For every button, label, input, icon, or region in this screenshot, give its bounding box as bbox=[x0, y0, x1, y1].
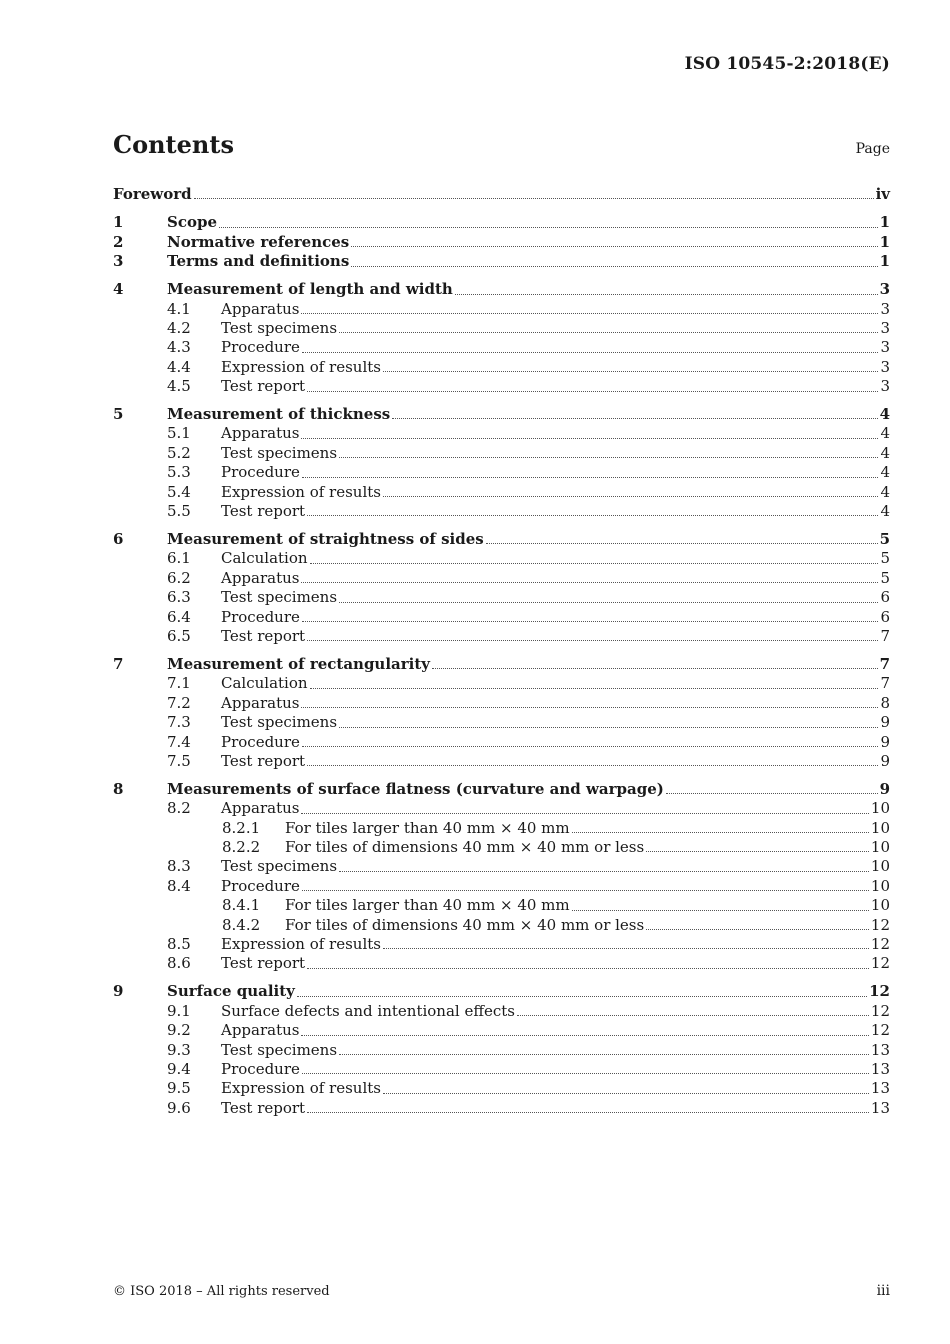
toc-entry-subclause-6-4[interactable] bbox=[113, 608, 890, 627]
toc-entry-number: 8.4 bbox=[167, 876, 191, 895]
dot-leader bbox=[302, 1072, 869, 1074]
toc-entry-title: Scope bbox=[167, 213, 218, 232]
toc-entry-subclause-7-4[interactable] bbox=[113, 733, 890, 752]
dot-leader bbox=[572, 909, 869, 911]
toc-entry-subclause-6-5[interactable] bbox=[113, 627, 890, 646]
toc-entry-number: 6.3 bbox=[167, 588, 191, 607]
toc-entry-page: 12 bbox=[870, 954, 890, 973]
dot-leader bbox=[572, 831, 869, 833]
toc-entry-page: 6 bbox=[880, 607, 890, 626]
toc-entry-clause-7[interactable] bbox=[113, 655, 890, 674]
dot-leader bbox=[339, 456, 878, 458]
toc-entry-number: 8 bbox=[113, 779, 124, 798]
toc-entry-page: 3 bbox=[879, 280, 890, 299]
toc-entry-page: 7 bbox=[880, 674, 890, 693]
toc-entry-page: 3 bbox=[880, 318, 890, 337]
toc-entry-number: 5.3 bbox=[167, 463, 191, 482]
toc-entry-title: Procedure bbox=[221, 463, 300, 482]
toc-entry-title: Test specimens bbox=[221, 443, 338, 462]
toc-entry-subclause-5-3[interactable] bbox=[113, 463, 890, 482]
toc-entry-title: Procedure bbox=[221, 876, 300, 895]
toc-entry-page: 10 bbox=[870, 857, 890, 876]
toc-entry-subclause-6-1[interactable] bbox=[113, 549, 890, 568]
toc-entry-page: 9 bbox=[879, 779, 890, 798]
toc-entry-number: 8.3 bbox=[167, 857, 191, 876]
dot-leader bbox=[307, 514, 878, 516]
toc-entry-page: 10 bbox=[870, 876, 890, 895]
dot-leader bbox=[392, 417, 877, 419]
toc-entry-subclause-5-5[interactable] bbox=[113, 502, 890, 521]
dot-leader bbox=[455, 293, 878, 295]
toc-entry-page: 3 bbox=[880, 299, 890, 318]
dot-leader bbox=[302, 351, 879, 353]
toc-entry-title: Apparatus bbox=[221, 424, 300, 443]
dot-leader bbox=[486, 542, 878, 544]
toc-entry-title: Test report bbox=[221, 502, 306, 521]
dot-leader bbox=[310, 562, 879, 564]
toc-entry-page: 13 bbox=[870, 1059, 890, 1078]
dot-leader bbox=[383, 495, 878, 497]
toc-entry-clause-6[interactable] bbox=[113, 530, 890, 549]
toc-entry-number: 9.3 bbox=[167, 1040, 191, 1059]
document-id: ISO 10545-2:2018(E) bbox=[684, 54, 890, 74]
toc-entry-title: Measurement of thickness bbox=[167, 405, 391, 424]
toc-entry-subclause-4-3[interactable] bbox=[113, 338, 890, 357]
dot-leader bbox=[307, 390, 878, 392]
toc-entry-number: 6 bbox=[113, 530, 124, 549]
toc-entry-clause-9[interactable] bbox=[113, 982, 890, 1001]
toc-entry-number: 8.2.2 bbox=[222, 838, 261, 857]
toc-entry-page: 10 bbox=[870, 799, 890, 818]
dot-leader bbox=[339, 601, 878, 603]
toc-entry-page: 10 bbox=[870, 896, 890, 915]
toc-entry-title: Measurement of rectangularity bbox=[167, 654, 431, 673]
toc-entry-subclause-6-3[interactable] bbox=[113, 588, 890, 607]
toc-entry-title: Test report bbox=[221, 377, 306, 396]
toc-entry-subclause-6-2[interactable] bbox=[113, 569, 890, 588]
toc-entry-title: Test specimens bbox=[221, 588, 338, 607]
footer-copyright: © ISO 2018 – All rights reserved bbox=[113, 1284, 330, 1299]
toc-entry-page: 4 bbox=[880, 443, 890, 462]
toc-entry-number: 9.4 bbox=[167, 1059, 191, 1078]
toc-entry-number: 8.6 bbox=[167, 954, 191, 973]
toc-entry-subclause-9-5[interactable] bbox=[113, 1079, 890, 1098]
dot-leader bbox=[302, 889, 869, 891]
toc-entry-number: 5.2 bbox=[167, 443, 191, 462]
toc-entry-title: Test report bbox=[221, 1098, 306, 1117]
toc-entry-subclause-7-5[interactable] bbox=[113, 752, 890, 771]
toc-entry-subclause-8-2[interactable] bbox=[113, 799, 890, 818]
toc-entry-number: 4.4 bbox=[167, 357, 191, 376]
toc-entry-title: Test specimens bbox=[221, 318, 338, 337]
toc-entry-title: Procedure bbox=[221, 607, 300, 626]
toc-entry-number: 1 bbox=[113, 213, 124, 232]
toc-entry-subclause-4-4[interactable] bbox=[113, 358, 890, 377]
toc-entry-subclause-8-4[interactable] bbox=[113, 877, 890, 896]
toc-entry-number: 8.5 bbox=[167, 935, 191, 954]
toc-entry-subclause-9-3[interactable] bbox=[113, 1041, 890, 1060]
toc-entry-number: 4 bbox=[113, 280, 124, 299]
toc-entry-number: 7 bbox=[113, 654, 124, 673]
dot-leader bbox=[666, 792, 878, 794]
toc-entry-page: 4 bbox=[880, 463, 890, 482]
dot-leader bbox=[339, 870, 869, 872]
toc-entry-title: Measurements of surface flatness (curvature and warpage) bbox=[167, 779, 664, 798]
toc-entry-subclause-8-3[interactable] bbox=[113, 857, 890, 876]
toc-entry-title: For tiles larger than 40 mm × 40 mm bbox=[285, 896, 570, 915]
dot-leader bbox=[646, 928, 869, 930]
toc-entry-title: Expression of results bbox=[221, 935, 381, 954]
toc-entry-title: Foreword bbox=[113, 185, 192, 203]
toc-entry-subclause-9-2[interactable] bbox=[113, 1021, 890, 1040]
toc-entry-page: 13 bbox=[870, 1098, 890, 1117]
toc-entry-page: 12 bbox=[870, 1021, 890, 1040]
toc-entry-title: Test report bbox=[221, 954, 306, 973]
toc-entry-page: 9 bbox=[880, 713, 890, 732]
dot-leader bbox=[339, 1053, 869, 1055]
toc-entry-page: 1 bbox=[879, 252, 890, 271]
toc-entry-number: 5.1 bbox=[167, 424, 191, 443]
toc-entry-subclause-5-4[interactable] bbox=[113, 483, 890, 502]
toc-entry-title: Normative references bbox=[167, 232, 350, 251]
dot-leader bbox=[383, 370, 878, 372]
toc-entry-number: 9.1 bbox=[167, 1001, 191, 1020]
toc-entry-number: 6.5 bbox=[167, 626, 191, 645]
toc-entry-clause-4[interactable] bbox=[113, 280, 890, 299]
dot-leader bbox=[302, 620, 879, 622]
toc-entry-title: Test specimens bbox=[221, 857, 338, 876]
toc-entry-title: Apparatus bbox=[221, 799, 300, 818]
contents-title: Contents bbox=[113, 130, 234, 159]
toc-entry-page: 5 bbox=[880, 568, 890, 587]
toc-entry-subclause-8-2-2[interactable] bbox=[113, 838, 890, 857]
contents-heading-row bbox=[113, 130, 890, 159]
toc-entry-page: 10 bbox=[870, 818, 890, 837]
toc-entry-page: 12 bbox=[870, 915, 890, 934]
table-of-contents bbox=[113, 185, 890, 1118]
toc-entry-number: 8.4.2 bbox=[222, 915, 261, 934]
toc-entry-clause-5[interactable] bbox=[113, 405, 890, 424]
dot-leader bbox=[351, 245, 877, 247]
dot-leader bbox=[301, 706, 878, 708]
toc-entry-title: Test specimens bbox=[221, 713, 338, 732]
toc-entry-number: 4.5 bbox=[167, 377, 191, 396]
toc-entry-subclause-8-4-2[interactable] bbox=[113, 916, 890, 935]
dot-leader bbox=[351, 265, 877, 267]
dot-leader bbox=[307, 1111, 869, 1113]
toc-entry-title: Measurement of length and width bbox=[167, 280, 453, 299]
toc-entry-title: Apparatus bbox=[221, 299, 300, 318]
dot-leader bbox=[301, 437, 878, 439]
toc-entry-clause-8[interactable] bbox=[113, 780, 890, 799]
toc-entry-page: 9 bbox=[880, 732, 890, 751]
toc-entry-page: 3 bbox=[880, 338, 890, 357]
toc-entry-number: 6.1 bbox=[167, 549, 191, 568]
dot-leader bbox=[307, 967, 869, 969]
toc-entry-subclause-9-1[interactable] bbox=[113, 1002, 890, 1021]
dot-leader bbox=[432, 667, 878, 669]
toc-entry-subclause-8-4-1[interactable] bbox=[113, 896, 890, 915]
toc-entry-page: 12 bbox=[870, 935, 890, 954]
toc-entry-number: 4.2 bbox=[167, 318, 191, 337]
toc-entry-page: 10 bbox=[870, 838, 890, 857]
toc-entry-subclause-8-2-1[interactable] bbox=[113, 819, 890, 838]
dot-leader bbox=[301, 812, 868, 814]
toc-entry-page: 7 bbox=[880, 626, 890, 645]
toc-entry-subclause-4-5[interactable] bbox=[113, 377, 890, 396]
toc-entry-title: Procedure bbox=[221, 732, 300, 751]
toc-entry-page: 9 bbox=[880, 751, 890, 770]
toc-entry-number: 7.3 bbox=[167, 713, 191, 732]
toc-entry-number: 6.2 bbox=[167, 568, 191, 587]
toc-entry-subclause-5-1[interactable] bbox=[113, 424, 890, 443]
dot-leader bbox=[219, 226, 878, 228]
toc-entry-number: 5 bbox=[113, 405, 124, 424]
page-column-label: Page bbox=[855, 141, 890, 157]
toc-entry-title: Expression of results bbox=[221, 482, 381, 501]
toc-entry-number: 9.2 bbox=[167, 1021, 191, 1040]
toc-entry-subclause-7-2[interactable] bbox=[113, 694, 890, 713]
toc-entry-clause-1[interactable] bbox=[113, 213, 890, 232]
toc-entry-number: 7.4 bbox=[167, 732, 191, 751]
toc-entry-page: 4 bbox=[880, 502, 890, 521]
dot-leader bbox=[339, 331, 878, 333]
toc-entry-number: 4.3 bbox=[167, 338, 191, 357]
dot-leader bbox=[301, 312, 878, 314]
toc-entry-page: 12 bbox=[870, 1001, 890, 1020]
toc-entry-page: 3 bbox=[880, 377, 890, 396]
dot-leader bbox=[307, 639, 878, 641]
toc-entry-title: Expression of results bbox=[221, 357, 381, 376]
toc-entry-page: 4 bbox=[880, 482, 890, 501]
toc-entry-title: Surface defects and intentional effects bbox=[221, 1001, 516, 1020]
toc-entry-title: Measurement of straightness of sides bbox=[167, 530, 484, 549]
toc-entry-page: 13 bbox=[870, 1079, 890, 1098]
toc-entry-number: 4.1 bbox=[167, 299, 191, 318]
toc-entry-page: 5 bbox=[879, 530, 890, 549]
toc-entry-page: 1 bbox=[879, 213, 890, 232]
toc-entry-subclause-9-4[interactable] bbox=[113, 1060, 890, 1079]
toc-entry-number: 8.4.1 bbox=[222, 896, 261, 915]
toc-entry-page: 7 bbox=[879, 654, 890, 673]
toc-entry-number: 6.4 bbox=[167, 607, 191, 626]
dot-leader bbox=[302, 476, 879, 478]
dot-leader bbox=[301, 1034, 868, 1036]
toc-entry-number: 2 bbox=[113, 232, 124, 251]
dot-leader bbox=[297, 995, 867, 997]
toc-entry-clause-2[interactable] bbox=[113, 233, 890, 252]
toc-entry-title: Test report bbox=[221, 751, 306, 770]
dot-leader bbox=[646, 850, 869, 852]
dot-leader bbox=[310, 687, 879, 689]
toc-entry-page: 4 bbox=[879, 405, 890, 424]
dot-leader bbox=[339, 726, 878, 728]
toc-entry-title: Terms and definitions bbox=[167, 252, 350, 271]
toc-entry-title: For tiles of dimensions 40 mm × 40 mm or less bbox=[285, 838, 645, 857]
toc-entry-number: 7.2 bbox=[167, 693, 191, 712]
toc-entry-subclause-9-6[interactable] bbox=[113, 1099, 890, 1118]
toc-entry-subclause-4-2[interactable] bbox=[113, 319, 890, 338]
toc-entry-title: Apparatus bbox=[221, 693, 300, 712]
dot-leader bbox=[301, 581, 878, 583]
toc-entry-number: 7.1 bbox=[167, 674, 191, 693]
toc-entry-page: 13 bbox=[870, 1040, 890, 1059]
toc-entry-title: For tiles larger than 40 mm × 40 mm bbox=[285, 818, 570, 837]
toc-entry-title: Test report bbox=[221, 626, 306, 645]
toc-entry-number: 8.2 bbox=[167, 799, 191, 818]
toc-entry-subclause-8-6[interactable] bbox=[113, 954, 890, 973]
toc-entry-clause-3[interactable] bbox=[113, 252, 890, 271]
dot-leader bbox=[517, 1014, 869, 1016]
toc-entry-subclause-7-3[interactable] bbox=[113, 713, 890, 732]
toc-entry-foreword[interactable] bbox=[113, 185, 890, 204]
toc-entry-title: Test specimens bbox=[221, 1040, 338, 1059]
toc-entry-number: 9.5 bbox=[167, 1079, 191, 1098]
dot-leader bbox=[302, 745, 879, 747]
toc-entry-title: Surface quality bbox=[167, 982, 295, 1001]
toc-entry-title: Calculation bbox=[221, 549, 308, 568]
toc-entry-title: Procedure bbox=[221, 1059, 300, 1078]
toc-entry-subclause-5-2[interactable] bbox=[113, 444, 890, 463]
toc-entry-title: For tiles of dimensions 40 mm × 40 mm or less bbox=[285, 915, 645, 934]
toc-entry-number: 5.5 bbox=[167, 502, 191, 521]
toc-entry-number: 5.4 bbox=[167, 482, 191, 501]
toc-entry-page: iv bbox=[875, 185, 890, 203]
toc-entry-title: Procedure bbox=[221, 338, 300, 357]
dot-leader bbox=[194, 197, 874, 199]
toc-entry-page: 12 bbox=[869, 982, 890, 1001]
toc-entry-title: Apparatus bbox=[221, 1021, 300, 1040]
toc-entry-page: 6 bbox=[880, 588, 890, 607]
toc-entry-subclause-4-1[interactable] bbox=[113, 300, 890, 319]
toc-entry-number: 7.5 bbox=[167, 751, 191, 770]
toc-entry-title: Apparatus bbox=[221, 568, 300, 587]
toc-entry-number: 9.6 bbox=[167, 1098, 191, 1117]
toc-entry-page: 4 bbox=[880, 424, 890, 443]
toc-entry-title: Expression of results bbox=[221, 1079, 381, 1098]
dot-leader bbox=[383, 1092, 869, 1094]
toc-entry-subclause-7-1[interactable] bbox=[113, 674, 890, 693]
toc-entry-title: Calculation bbox=[221, 674, 308, 693]
toc-entry-page: 8 bbox=[880, 693, 890, 712]
toc-entry-number: 9 bbox=[113, 982, 124, 1001]
toc-entry-number: 3 bbox=[113, 252, 124, 271]
toc-entry-page: 1 bbox=[879, 232, 890, 251]
toc-entry-page: 3 bbox=[880, 357, 890, 376]
toc-entry-subclause-8-5[interactable] bbox=[113, 935, 890, 954]
toc-entry-number: 8.2.1 bbox=[222, 818, 261, 837]
dot-leader bbox=[307, 764, 878, 766]
footer-page-number: iii bbox=[876, 1283, 890, 1299]
toc-entry-page: 5 bbox=[880, 549, 890, 568]
dot-leader bbox=[383, 947, 869, 949]
